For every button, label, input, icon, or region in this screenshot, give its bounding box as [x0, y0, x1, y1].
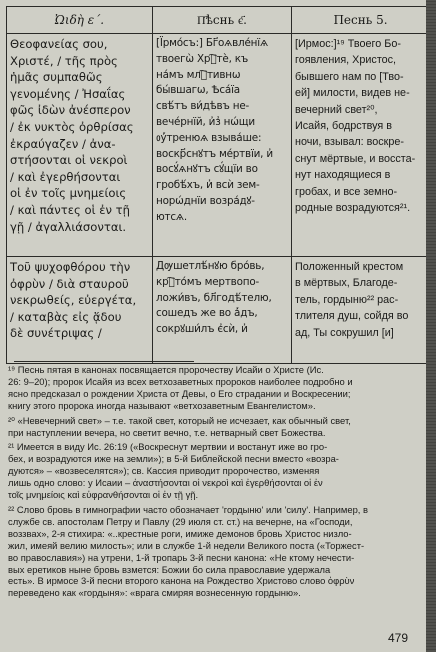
text-line: восꙋ́ѧнꙋтъ сꙋ́щїи во: [156, 163, 258, 176]
russian-text-cell: [292, 257, 427, 364]
page-number: 479: [387, 631, 408, 645]
text-line: вечерний свет²⁰,: [295, 103, 378, 116]
text-line: на́мъ млⷭ҇тивнѡ: [156, 68, 241, 81]
footnote-line: книгу этого пророка иногда называют «ветхозаветным Евангелистом».: [8, 399, 316, 411]
footnote-21: [8, 441, 420, 501]
slavonic-text-cell: [153, 257, 292, 364]
footnote-line: переведено как «гордыня»: «врага смиряя вознесенную гордыню».: [8, 587, 301, 599]
text-line: тель, гордыню²² рас-: [295, 293, 399, 306]
text-line: νεκρωθείς, εὐεργέτα,: [10, 293, 137, 308]
text-line: φῶς ἰδὼν ἀνέσπερον: [10, 103, 131, 118]
text-line: ночи, взывал: воскре-: [295, 136, 404, 149]
footnote-line: лишь одно слово: у Исаии – ἀναστήσονται οἱ νεκροὶ καὶ ἐγερθήσονται οἱ ἐν: [8, 477, 323, 489]
text-line: гробах, и все земно-: [295, 185, 398, 198]
text-line: οἱ ἐν τοῖς μνημείοις: [10, 186, 127, 201]
text-line: / καταβὰς εἰς ᾅδου: [10, 309, 122, 324]
footnote-line: τοῖς μνημείοις καὶ εὐφρανθήσονται οἱ ἐν τῇ γῇ.: [8, 489, 199, 501]
russian-text-cell: [292, 34, 427, 257]
text-line: Χριστέ, / τῆς πρὸς: [10, 53, 118, 68]
text-line: тлителя душ, сойдя во: [295, 310, 409, 323]
footnote-line: вых еретиков ныне бровь взмется: Божии бо сила православие удержала: [8, 563, 331, 575]
text-line: γῇ / ἀγαλλιάσονται.: [10, 219, 127, 234]
text-line: снут мёртвые, и восста-: [295, 152, 416, 165]
footnote-19: [8, 364, 420, 412]
footnote-line: жил, имеяй велию милость»; или в службе 1-й недели Великого поста («Торжест-: [8, 539, 365, 551]
table-row: [7, 34, 427, 257]
greek-column-header: Ὠιδὴ ε΄.: [7, 7, 153, 34]
text-line: ей] милости, видев не-: [295, 87, 410, 100]
footnote-line: воззвах», 2-я стихира: «..крестные роги, имиже демонов бровь Христос низло-: [8, 527, 352, 539]
text-line: родные возрадуются²¹.: [295, 202, 411, 215]
text-line: δὲ συνέτριψας /: [10, 326, 102, 341]
text-line: ютсѧ.: [156, 210, 187, 223]
text-line: γενομένης / Ἠσαΐας: [10, 86, 126, 101]
parallel-text-table: [6, 6, 426, 364]
footnote-line: ²² Слово бровь в гимнографии часто обозначает 'гордыню' или 'силу'. Например, в: [8, 503, 368, 515]
footnote-line: бех, и возрадуются иже на земли»); в 5-й Библейской песни вместо «возра-: [8, 453, 339, 465]
text-line: бы́вшагѡ, Ѣса́їа: [156, 84, 240, 97]
text-line: вече́рнїй, и҆з̾ нѡ́щи: [156, 115, 255, 128]
text-line: гробѣ́хъ, и҆ всѝ зем-: [156, 179, 260, 192]
text-line: нут находящиеся в: [295, 169, 391, 182]
slavonic-text-cell: [153, 34, 292, 257]
greek-text-cell: [7, 257, 153, 364]
footnote-line: ²⁰ «Невечерний свет» – т.е. такой свет, который не исчезает, как обычный свет,: [8, 414, 351, 426]
text-line: крⷭ҇то́мъ мертвопо-: [156, 275, 260, 288]
text-line: Θεοφανείας σου,: [10, 37, 108, 51]
text-line: свѣ́тъ ви́дѣвъ не-: [156, 100, 250, 113]
text-line: ложи́въ, бл҃годѣ́телю,: [156, 291, 272, 304]
footnote-separator: [14, 361, 194, 362]
table-header-row: [7, 7, 427, 34]
text-line: бывшего нам по [Тво-: [295, 70, 404, 83]
footnote-20: [8, 415, 420, 439]
footnote-line: ²¹ Имеется в виду Ис. 26:19 («Воскреснут мертвии и востанут иже во гро-: [8, 441, 328, 453]
footnote-22: [8, 504, 420, 599]
footnote-line: во православия») на утрени, 1-й тропарь 3-й песни канона: «Не ктому нечести-: [8, 551, 355, 563]
footnote-line: дуются» – «возвеселятся»); св. Кассия приводит пророчество, изменяя: [8, 465, 320, 477]
text-line: ἡμᾶς συμπαθῶς: [10, 70, 103, 85]
greek-text-cell: [7, 34, 153, 257]
text-line: Исайя, бодрствуя в: [295, 120, 392, 133]
text-line: / καὶ πάντες οἱ ἐν τῇ: [10, 202, 130, 217]
text-line: сокрꙋши́лъ є҆сѝ, и҆: [156, 323, 248, 336]
text-line: Положенный крестом: [295, 261, 404, 273]
book-page-edges: [426, 0, 436, 652]
text-line: / ἐκ νυκτὸς ὀρθρίσας: [10, 119, 134, 134]
footnote-line: есть». В ирмосе 3-й песни второго канона на Рождество Христово слово ὀφρὺν: [8, 575, 355, 587]
text-line: ἐκραύγαζεν / ἀνα-: [10, 136, 116, 151]
footnotes: [8, 364, 420, 602]
text-line: в мёртвых, Благоде-: [295, 277, 398, 290]
text-line: воскр҃снꙋтъ ме́ртвїи, и҆: [156, 147, 273, 160]
text-line: твоегѡ̀ Хрⷭ҇тѐ, къ: [156, 52, 249, 65]
text-line: / καὶ ἐγερθήσονται: [10, 169, 121, 184]
footnote-line: службе св. апостолам Петру и Павлу (29 июля ст. ст.) на вечерне, на «Господи,: [8, 515, 353, 527]
russian-column-header: Песнь 5.: [292, 7, 427, 34]
slavonic-column-header: П҃ѣснь є҃.: [153, 7, 292, 34]
text-line: ὀφρὺν / διὰ σταυροῦ: [10, 276, 129, 291]
text-line: Дѹшетлѣ́нꙋю бро́вь,: [156, 260, 265, 272]
footnote-line: ¹⁹ Песнь пятая в канонах посвящается пророчеству Исайи о Христе (Ис.: [8, 364, 324, 375]
footnote-line: ясно предсказал о рождении Христа от Девы, о Его страдании и Воскресении;: [8, 387, 351, 399]
text-line: Τοῦ ψυχοφθόρου τὴν: [10, 260, 131, 274]
text-line: норѡ́днїи возра́дꙋ-: [156, 194, 255, 207]
footnote-line: 26: 9–20); пророк Исайя из всех ветхозаветных пророков наиболее подробно и: [8, 375, 353, 387]
text-line: ад, Ты сокрушил [и]: [295, 326, 394, 339]
text-line: [Їрмо́съ:] Бг҃оѧвле́нїѧ: [156, 37, 268, 49]
text-line: στήσονται οἱ νεκροὶ: [10, 153, 128, 168]
text-line: сошедъ же во а҆́дъ,: [156, 307, 258, 320]
text-line: гоявления, Христос,: [295, 54, 397, 67]
table-row: [7, 257, 427, 364]
footnote-line: при наступлении вечера, но светит вечно, т.е. нетварный свет Божества.: [8, 426, 326, 438]
text-line: [Ирмос:]¹⁹ Твоего Бо-: [295, 38, 401, 50]
text-line: ᲂу҆́тренюѧ взыва́ше:: [156, 131, 262, 144]
